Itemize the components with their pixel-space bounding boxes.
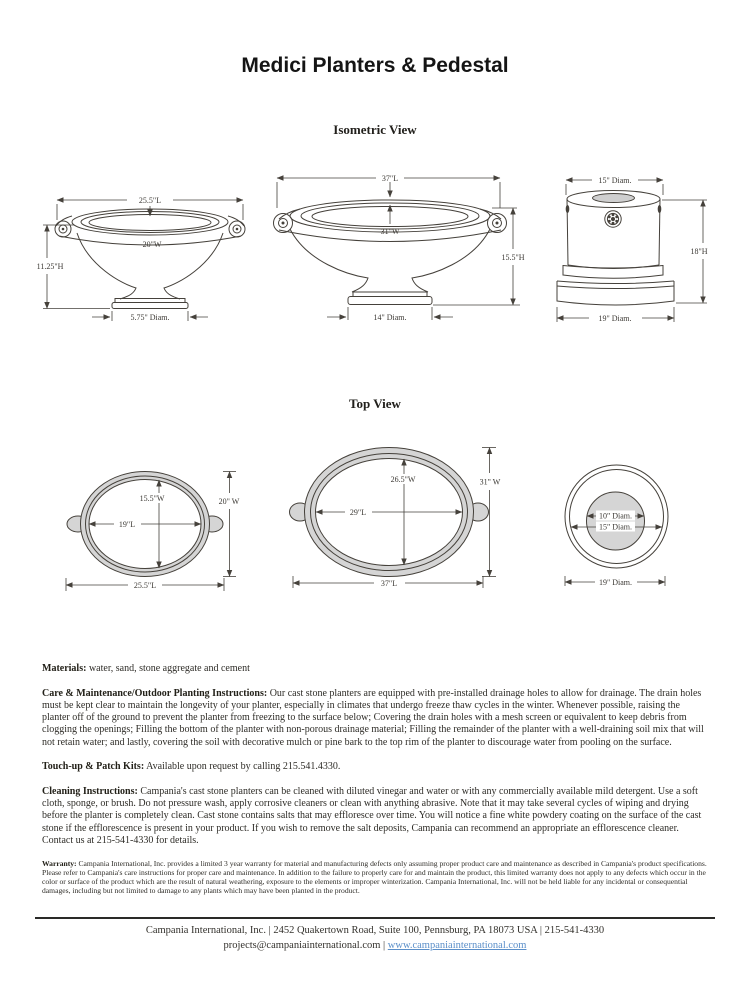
footer-email: projects@campaniainternational.com xyxy=(223,940,381,951)
dim-label: 31" W xyxy=(479,477,501,487)
pedestal-isometric-drawing xyxy=(545,165,750,330)
page-title: Medici Planters & Pedestal xyxy=(241,54,509,77)
pedestal-top-hole xyxy=(593,194,635,203)
footer-contacts xyxy=(35,938,715,953)
small-planter-top-view-drawing xyxy=(40,395,255,600)
dim-label: 15" Diam. xyxy=(598,176,632,185)
materials-label: Materials: xyxy=(42,663,87,674)
pedestal-top-disc xyxy=(587,492,645,550)
care-label: Care & Maintenance/Outdoor Planting Instructions: xyxy=(42,687,268,699)
dim-label: 19" Diam. xyxy=(598,314,632,323)
large-planter-top-view-drawing xyxy=(285,420,515,600)
warranty-paragraph: Warranty: Campania International, Inc. provides a limited 3 year warranty for material and manufacturing defects only assuming proper product care and maintenance as described in Campania's product specifications. Please refer to Campania's care instructions for proper care and maintenance. In addition to the failure to properly care for and maintain the product, this limited warranty does not apply to any defects which occur in the color or surface of the product which are the result of natural weathering, exposure to the elements or improper winterization. Campania International, Inc. will not be held liable for any incidental or consequential damages, including but not limited to damage to any plants which may have been planted in the product. xyxy=(42,859,707,896)
dim-label: 19" Diam. xyxy=(598,578,633,587)
rosette-medallion xyxy=(605,211,621,227)
dim-label: 15.5"W xyxy=(139,494,165,503)
dim-label: 37"L xyxy=(380,579,398,588)
isometric-view-heading: Isometric View xyxy=(333,122,417,137)
right-side-nub xyxy=(658,205,662,213)
dim-label: 18"H xyxy=(690,247,708,256)
pedestal-top-view-drawing xyxy=(550,440,750,595)
warranty-label: Warranty: xyxy=(42,859,77,869)
dim-label: 25.5"L xyxy=(138,196,162,205)
footer-website-link[interactable]: www.campaniainternational.com xyxy=(387,940,527,951)
materials-paragraph: Materials: water, sand, stone aggregate and cement xyxy=(42,663,250,674)
top-view-heading: Top View xyxy=(349,396,401,411)
footer-separator: | xyxy=(380,940,388,951)
dim-label: 20"W xyxy=(142,240,162,249)
dim-label: 15" Diam. xyxy=(598,522,633,532)
large-planter-isometric-drawing xyxy=(255,165,540,330)
touchup-label: Touch-up & Patch Kits: xyxy=(42,761,145,773)
footer-address: Campania International, Inc. | 2452 Quakertown Road, Suite 100, Pennsburg, PA 18073 USA | 215-541-4330 xyxy=(145,925,605,936)
dim-label: 31"W xyxy=(380,227,400,236)
dim-label: 5.75" Diam. xyxy=(130,313,170,322)
touchup-paragraph: Touch-up & Patch Kits: Available upon request by calling 215.541.4330. xyxy=(42,761,341,773)
cleaning-paragraph: Cleaning Instructions: Campania's cast stone planters can be cleaned with diluted vinegar and water or with any commercially available mild detergent. Use a soft cloth, sponge, or brush. Do not pressure wash, apply corrosive cleaners or clean with anything abrasive. Note that it may take several cycles of wiping and drying before the planter is completely clean. Cast stone contains salts that may effloresce over time. You will notice a fine white powdery coating on the surface of the cast stone if the efflorescence is present in your product. If you wish to remove the salt deposits, Campania can recommend an appropriate an efflorescence cleaner. Contact us at 215-541-4330 for details. xyxy=(42,785,702,846)
left-side-nub xyxy=(566,205,570,213)
footer xyxy=(35,917,715,953)
care-paragraph: Care & Maintenance/Outdoor Planting Instructions: Our cast stone planters are equipped with pre-installed drainage holes to allow for drainage. The drain holes must be kept clear to maintain the longevity of your planter, especially in climates that undergo freeze thaw cycles in the winter. Whenever possible, raising the planter off of the ground to prevent the planter from freezing to the surface below; Covering the drain holes with a mesh screen or equivalent to keep debris from clogging the openings; Filling the bottom of the planter with non-porous drainage material; Filling the remainder of the planter with a well-draining soil mix that will not retain water; and lastly, covering the soil with decorative mulch or pine bark to the top rim of the planter to discourage water from pooling on the surface. xyxy=(42,687,704,748)
dim-label: 26.5"W xyxy=(390,475,416,484)
dim-label: 20" W xyxy=(218,497,240,506)
dim-label: 37"L xyxy=(381,174,399,183)
dim-label: 19"L xyxy=(118,520,136,529)
small-planter-isometric-drawing xyxy=(30,170,260,330)
cleaning-label: Cleaning Instructions: xyxy=(42,785,138,797)
dim-label: 11.25"H xyxy=(36,262,64,271)
dim-label: 10" Diam. xyxy=(598,511,633,521)
info-text-block xyxy=(42,663,708,908)
dim-label: 14" Diam. xyxy=(373,313,407,322)
dim-label: 29"L xyxy=(349,508,367,517)
dim-label: 25.5"L xyxy=(133,581,157,590)
dim-label: 15.5"H xyxy=(501,253,525,262)
